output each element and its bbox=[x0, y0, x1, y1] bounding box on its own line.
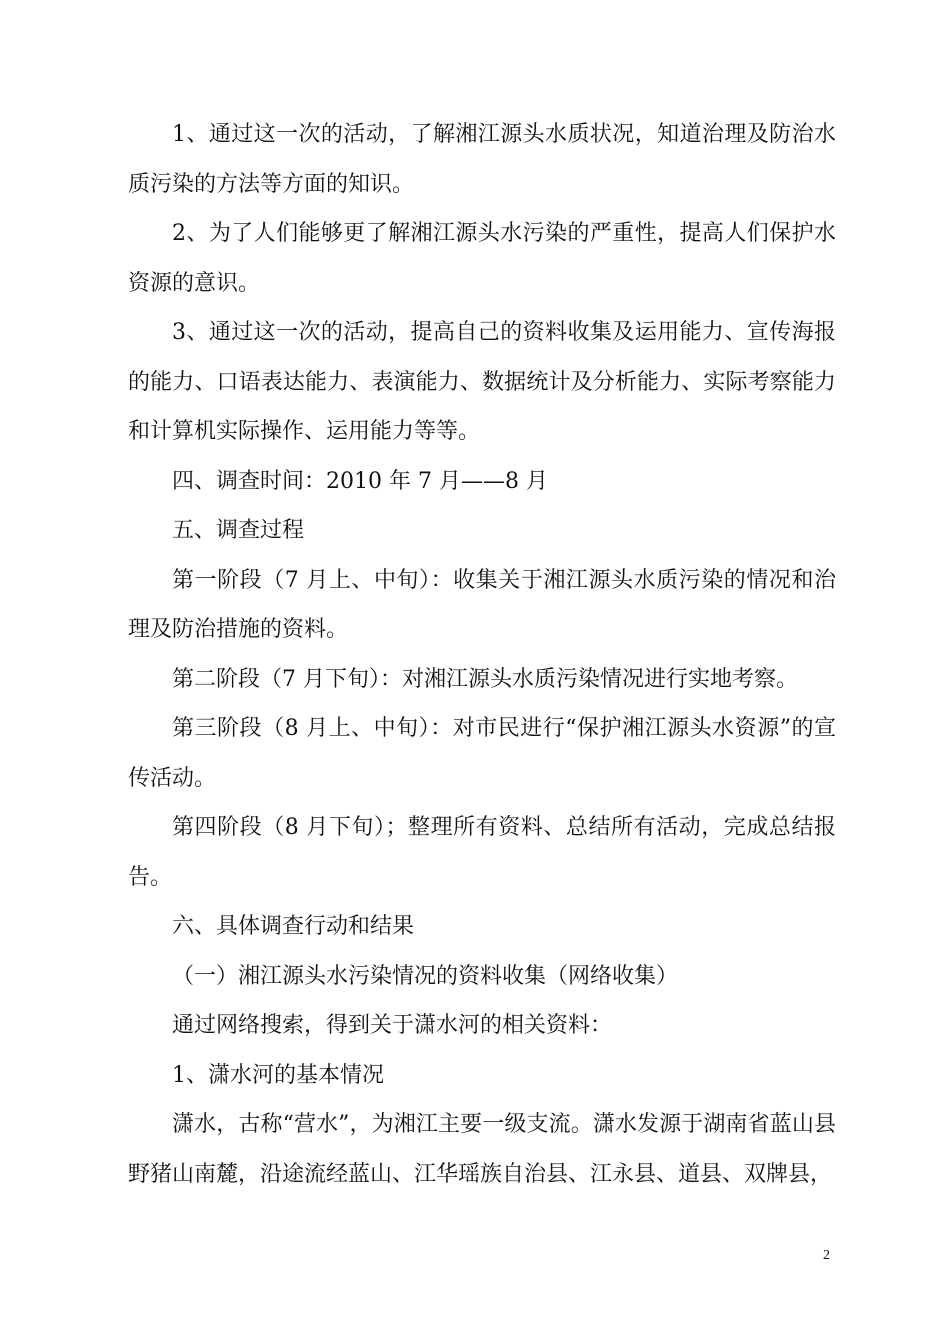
section-heading-time: 四、调查时间：2010 年 7 月——8 月 bbox=[172, 468, 548, 494]
section-heading-actions: 六、具体调查行动和结果 bbox=[172, 914, 415, 939]
subsection-heading-collection: （一）湘江源头水污染情况的资料收集（网络收集） bbox=[172, 963, 679, 989]
paragraph-goal-3: 3、通过这一次的活动，提高自己的资料收集及运用能力、宣传海报的能力、口语表达能力、表演能力、数据统计及分析能力、实际考察能力和计算机实际操作、运用能力等等。 bbox=[128, 320, 836, 444]
section-heading-process: 五、调查过程 bbox=[172, 518, 305, 543]
paragraph-stage-2: 第二阶段（7 月下旬）：对湘江源头水质污染情况进行实地考察。 bbox=[172, 666, 798, 692]
paragraph-goal-1: 1、通过这一次的活动，了解湘江源头水质状况，知道治理及防治水质污染的方法等方面的知识。 bbox=[128, 122, 836, 197]
paragraph-goal-2: 2、为了人们能够更了解湘江源头水污染的严重性，提高人们保护水资源的意识。 bbox=[128, 221, 836, 296]
subsection-heading-basic-info: 1、潇水河的基本情况 bbox=[172, 1062, 384, 1088]
paragraph-stage-3: 第三阶段（8 月上、中旬）：对市民进行“保护湘江源头水资源”的宣传活动。 bbox=[128, 716, 836, 791]
paragraph-stage-1: 第一阶段（7 月上、中旬）：收集关于湘江源头水质污染的情况和治理及防治措施的资料。 bbox=[128, 567, 836, 642]
body-text bbox=[128, 110, 836, 1199]
paragraph-xiaoshui-description: 潇水，古称“营水”，为湘江主要一级支流。潇水发源于湖南省蓝山县野猪山南麓，沿途流经蓝山、江华瑶族自治县、江永县、道县、双牌县， bbox=[128, 1112, 836, 1187]
page-number: 2 bbox=[823, 1248, 830, 1263]
paragraph-search-intro: 通过网络搜索，得到关于潇水河的相关资料： bbox=[172, 1013, 613, 1038]
paragraph-stage-4: 第四阶段（8 月下旬）；整理所有资料、总结所有活动，完成总结报告。 bbox=[128, 815, 836, 890]
